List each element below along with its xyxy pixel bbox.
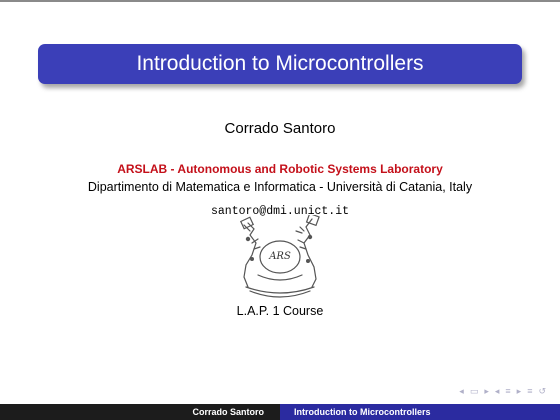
prev-section-icon[interactable]: ▸ <box>484 386 489 396</box>
course: L.A.P. 1 Course <box>236 304 324 318</box>
top-rule <box>0 0 560 2</box>
title-box <box>38 44 522 84</box>
email[interactable]: santoro@dmi.unict.it <box>210 205 350 218</box>
arslab-logo <box>230 215 330 300</box>
next-section-icon[interactable]: ◂ <box>494 386 500 396</box>
prev-subsection-icon[interactable]: ≡ <box>505 386 511 396</box>
author: Corrado Santoro <box>224 120 336 137</box>
align-icon[interactable]: ≡ <box>527 386 533 396</box>
search-icon[interactable]: ↺ <box>538 386 546 396</box>
prev-frame-icon[interactable]: ▭ <box>469 386 479 396</box>
first-frame-icon[interactable]: ◂ <box>459 386 464 396</box>
lab-name: ARSLAB - Autonomous and Robotic Systems Laboratory <box>117 162 443 176</box>
beamer-navigation <box>459 386 546 397</box>
footer-author: Corrado Santoro <box>0 404 280 420</box>
footer <box>0 404 560 420</box>
department: Dipartimento di Matematica e Informatica - Università di Catania, Italy <box>87 180 473 194</box>
footer-title: Introduction to Microcontrollers <box>280 404 560 420</box>
logo-text: ARS <box>269 251 291 262</box>
slide-title: Introduction to Microcontrollers <box>136 52 424 75</box>
next-subsection-icon[interactable]: ▸ <box>516 386 522 396</box>
